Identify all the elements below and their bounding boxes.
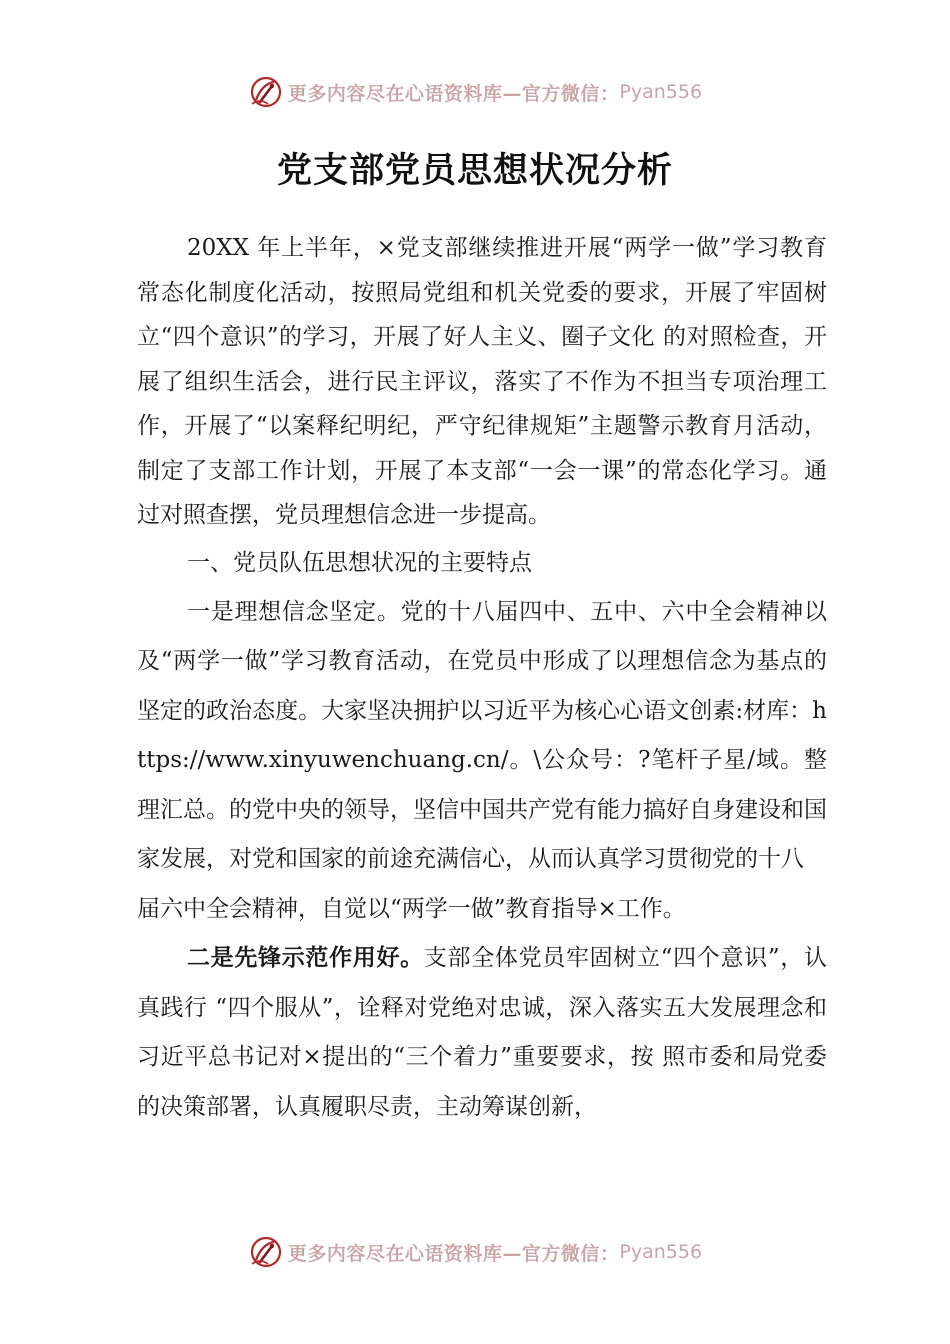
watermark-text: 更多内容尽在心语资料库—官方微信： — [287, 82, 620, 105]
section-heading: 一、党员队伍思想状况的主要特点 — [187, 549, 532, 576]
point2-text: 支部全体党员牢固树立“四个意识”，认真践行 “四个服从”，诠释对党绝对忠诚，深入落实五大发展理念和习近平总书记对×提出的“三个着力”重要要求，按 照市委和局党委的决策部署，认真履职尽责，主动筹谋创新， — [137, 945, 827, 1120]
logo-icon — [248, 1234, 284, 1270]
point1-text: 一是理想信念坚定。党的十八届四中、五中、六中全会精神以及“两学一做”学习教育活动，在党员中形成了以理想信念为基点的坚定的政治态度。大家坚决拥护以习近平为核心心语文创素:材库：https://www.xinyuwenchuang.cn/。\公众号：?笔杆子星/域。整理汇总。的党中央的领导，坚信中国共产党有能力搞好自身建设和国家发展，对党和国家的前途充满信心，从而认真学习贯彻党的十八 — [137, 598, 827, 872]
watermark-banner-top — [0, 72, 950, 112]
point2-paragraph — [137, 934, 827, 1132]
point1-paragraph — [137, 588, 827, 885]
watermark-banner-bottom — [0, 1232, 950, 1272]
point1-continuation: 届六中全会精神，自觉以“两学一做”教育指导×工作。 — [137, 895, 686, 922]
watermark-wechat-id: Pyan556 — [619, 81, 703, 103]
document-title: 党支部党员思想状况分析 — [276, 151, 673, 191]
document-body — [137, 226, 827, 1132]
point2-lead: 二是先锋示范作用好。 — [187, 945, 424, 971]
watermark-text: 更多内容尽在心语资料库—官方微信： — [287, 1242, 620, 1265]
intro-paragraph: 20XX 年上半年，×党支部继续推进开展“两学一做”学习教育常态化制度化活动，按照局党组和机关党委的要求，开展了牢固树立“四个意识”的学习，开展了好人主义、圈子文化 的对照检查，开展了组织生活会，进行民主评议，落实了不作为不担当专项治理工作，开展了“以案释纪明纪，严守纪律规矩”主题警示教育月活动，制定了支部工作计划，开展了本支部“一会一课”的常态化学习。通过对照查摆，党员理想信念进一步提高。 — [137, 235, 827, 528]
watermark-wechat-id: Pyan556 — [619, 1241, 703, 1263]
logo-icon — [248, 74, 284, 110]
